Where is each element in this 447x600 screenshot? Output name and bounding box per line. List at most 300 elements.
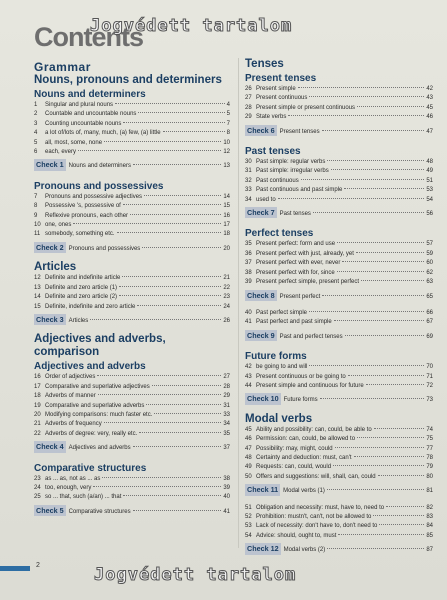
check-entry[interactable] bbox=[245, 290, 433, 302]
right-column bbox=[245, 58, 433, 563]
section-heading: Modal verbs bbox=[245, 412, 313, 425]
entry-page: 74 bbox=[426, 426, 433, 433]
entry-title: one, ones bbox=[45, 222, 72, 229]
toc-entry[interactable] bbox=[245, 445, 433, 454]
dot-leader bbox=[345, 335, 425, 336]
entry-number: 17 bbox=[34, 383, 41, 390]
group-gap bbox=[34, 519, 230, 524]
toc-entry[interactable] bbox=[245, 435, 433, 444]
toc-entry[interactable] bbox=[34, 120, 230, 129]
toc-entry[interactable] bbox=[34, 129, 230, 138]
check-entry[interactable] bbox=[245, 330, 433, 342]
entry-number: 21 bbox=[34, 421, 41, 428]
check-badge: Check 1 bbox=[36, 160, 64, 170]
dot-leader bbox=[361, 280, 424, 281]
entry-title: Definite and zero article (2) bbox=[45, 294, 118, 301]
check-badge: Check 3 bbox=[36, 314, 64, 324]
toc-entry[interactable] bbox=[34, 373, 230, 382]
check-page: 41 bbox=[223, 508, 230, 515]
entry-title: Adverbs of frequency bbox=[45, 421, 102, 428]
entry-page: 72 bbox=[426, 382, 433, 389]
toc-entry[interactable] bbox=[245, 463, 433, 472]
toc-entry[interactable] bbox=[34, 411, 230, 420]
dot-leader bbox=[301, 179, 425, 180]
watermark-top: Jogvédett tartalom bbox=[90, 16, 293, 36]
entry-title: Modifying comparisons: much faster etc. bbox=[45, 411, 153, 418]
entry-title: as ... as, not as ... as bbox=[45, 475, 101, 482]
dot-leader bbox=[117, 232, 222, 233]
entry-title: Possessive 's, possessive of bbox=[45, 203, 121, 210]
entry-title: Possibility: may, might, could bbox=[256, 445, 333, 452]
entry-page: 35 bbox=[223, 430, 230, 437]
entry-page: 71 bbox=[426, 373, 433, 380]
check-page: 37 bbox=[223, 445, 230, 452]
dot-leader bbox=[119, 295, 221, 296]
entry-number: 39 bbox=[245, 279, 252, 286]
entry-title: too, enough, very bbox=[45, 484, 92, 491]
toc-entry[interactable] bbox=[245, 318, 433, 327]
entry-page: 45 bbox=[426, 104, 433, 111]
toc-entry[interactable] bbox=[245, 250, 433, 259]
entry-title: Definite and indefinite article bbox=[45, 275, 121, 282]
check-entry[interactable] bbox=[34, 159, 230, 171]
toc-entry[interactable] bbox=[34, 148, 230, 157]
dot-leader bbox=[97, 375, 221, 376]
entry-number: 15 bbox=[34, 303, 41, 310]
check-title: Past and perfect tenses bbox=[279, 333, 343, 340]
toc-entry[interactable] bbox=[34, 430, 230, 439]
entry-title: Offers and suggestions: will, shall, can, could bbox=[256, 473, 376, 480]
entry-number: 23 bbox=[34, 475, 41, 482]
dot-leader bbox=[334, 320, 425, 321]
group-gap bbox=[245, 221, 433, 226]
dot-leader bbox=[337, 271, 425, 272]
dot-leader bbox=[322, 130, 425, 131]
check-entry[interactable] bbox=[245, 125, 433, 137]
entry-page: 79 bbox=[426, 464, 433, 471]
watermark-bottom: Jogvédett tartalom bbox=[94, 565, 297, 585]
dot-leader bbox=[93, 486, 221, 487]
entry-title: Certainty and deduction: must, can't bbox=[256, 454, 352, 461]
check-title: Future forms bbox=[283, 397, 318, 404]
subsection-heading: Comparative structures bbox=[34, 462, 147, 474]
left-contents bbox=[34, 74, 230, 524]
entry-page: 82 bbox=[426, 504, 433, 511]
group-gap bbox=[245, 139, 433, 144]
entry-title: Past continuous and past simple bbox=[256, 187, 343, 194]
toc-entry[interactable] bbox=[34, 212, 230, 221]
dot-leader bbox=[146, 404, 221, 405]
entry-number: 43 bbox=[245, 373, 252, 380]
page-number: 2 bbox=[36, 562, 40, 569]
dot-leader bbox=[104, 422, 222, 423]
toc-entry[interactable] bbox=[34, 230, 230, 239]
entry-title: Past perfect and past simple bbox=[256, 319, 332, 326]
dot-leader bbox=[342, 261, 424, 262]
check-badge: Check 6 bbox=[247, 125, 275, 135]
check-badge: Check 12 bbox=[247, 544, 279, 554]
dot-leader bbox=[320, 398, 425, 399]
toc-entry[interactable] bbox=[245, 158, 433, 167]
section-heading: Articles bbox=[34, 261, 77, 274]
toc-entry[interactable] bbox=[34, 475, 230, 484]
entry-page: 53 bbox=[426, 187, 433, 194]
check-page: 20 bbox=[223, 245, 230, 252]
entry-page: 28 bbox=[223, 383, 230, 390]
toc-entry[interactable] bbox=[245, 532, 433, 541]
entry-title: Comparative and superlative adverbs bbox=[45, 402, 145, 409]
check-page: 56 bbox=[426, 211, 433, 218]
subsection-heading: Future forms bbox=[245, 351, 307, 363]
entry-page: 39 bbox=[223, 484, 230, 491]
entry-title: Adverbs of degree: very, really etc. bbox=[45, 430, 138, 437]
dot-leader bbox=[356, 252, 424, 253]
dot-leader bbox=[138, 112, 224, 113]
dot-leader bbox=[102, 477, 221, 478]
entry-number: 13 bbox=[34, 284, 41, 291]
dot-leader bbox=[104, 141, 221, 142]
entry-title: each, every bbox=[45, 149, 77, 156]
entry-page: 27 bbox=[223, 374, 230, 381]
toc-entry[interactable] bbox=[245, 259, 433, 268]
entry-title: Present continuous bbox=[256, 95, 308, 102]
entry-page: 10 bbox=[223, 139, 230, 146]
dot-leader bbox=[386, 506, 424, 507]
entry-number: 49 bbox=[245, 464, 252, 471]
toc-entry[interactable] bbox=[245, 473, 433, 482]
entry-number: 4 bbox=[34, 130, 38, 137]
entry-number: 18 bbox=[34, 393, 41, 400]
check-page: 81 bbox=[426, 488, 433, 495]
entry-page: 15 bbox=[223, 203, 230, 210]
entry-title: Lack of necessity: don't have to, don't need to bbox=[256, 523, 378, 530]
toc-entry[interactable] bbox=[245, 94, 433, 103]
entry-page: 4 bbox=[226, 102, 230, 108]
toc-entry[interactable] bbox=[245, 104, 433, 113]
dot-leader bbox=[154, 413, 221, 414]
toc-entry[interactable] bbox=[245, 363, 433, 372]
dot-leader bbox=[115, 103, 225, 104]
subsection-heading: Perfect tenses bbox=[245, 228, 314, 240]
dot-leader bbox=[298, 87, 425, 88]
entry-title: Past continuous bbox=[256, 177, 299, 184]
check-page: 69 bbox=[426, 333, 433, 340]
entry-page: 49 bbox=[426, 168, 433, 175]
toc-entry[interactable] bbox=[34, 402, 230, 411]
dot-leader bbox=[152, 385, 222, 386]
check-page: 13 bbox=[223, 163, 230, 170]
check-badge: Check 4 bbox=[36, 442, 64, 452]
toc-entry[interactable] bbox=[245, 454, 433, 463]
entry-number: 38 bbox=[245, 269, 252, 276]
entry-number: 32 bbox=[245, 177, 252, 184]
entry-page: 75 bbox=[426, 436, 433, 443]
column-divider bbox=[238, 58, 239, 548]
entry-number: 35 bbox=[245, 241, 252, 248]
entry-title: Prohibition: mustn't, can't, not be allowed to bbox=[256, 514, 372, 520]
entry-number: 12 bbox=[34, 275, 41, 282]
toc-entry[interactable] bbox=[34, 221, 230, 230]
check-entry[interactable] bbox=[34, 314, 230, 326]
entry-number: 19 bbox=[34, 402, 41, 409]
entry-number: 14 bbox=[34, 294, 41, 301]
dot-leader bbox=[90, 319, 221, 320]
grammar-heading: Grammar bbox=[34, 60, 91, 74]
check-title: Present perfect bbox=[279, 293, 321, 300]
dot-leader bbox=[337, 242, 424, 243]
dot-leader bbox=[335, 447, 425, 448]
toc-entry[interactable] bbox=[245, 196, 433, 205]
entry-number: 29 bbox=[245, 114, 252, 121]
dot-leader bbox=[366, 384, 425, 385]
entry-number: 52 bbox=[245, 514, 252, 520]
entry-title: somebody, something etc. bbox=[45, 231, 115, 238]
entry-page: 48 bbox=[426, 159, 433, 166]
entry-page: 59 bbox=[426, 250, 433, 257]
entry-number: 28 bbox=[245, 104, 252, 111]
dot-leader bbox=[379, 524, 424, 525]
entry-page: 54 bbox=[426, 196, 433, 203]
toc-entry[interactable] bbox=[245, 426, 433, 435]
section-heading: Nouns, pronouns and determiners bbox=[34, 74, 222, 86]
entry-page: 14 bbox=[223, 193, 230, 200]
entry-number: 27 bbox=[245, 95, 252, 102]
check-badge: Check 8 bbox=[247, 290, 275, 300]
toc-entry[interactable] bbox=[34, 293, 230, 302]
dot-leader bbox=[144, 195, 221, 196]
check-entry[interactable] bbox=[34, 242, 230, 254]
dot-leader bbox=[309, 96, 424, 97]
dot-leader bbox=[122, 276, 221, 277]
check-badge: Check 7 bbox=[247, 208, 275, 218]
toc-entry[interactable] bbox=[34, 493, 230, 502]
dot-leader bbox=[137, 305, 221, 306]
entry-title: Advice: should, ought to, must bbox=[256, 532, 337, 539]
toc-entry[interactable] bbox=[34, 193, 230, 202]
entry-page: 62 bbox=[426, 269, 433, 276]
entry-page: 5 bbox=[226, 111, 230, 118]
check-title: Pronouns and possessives bbox=[68, 245, 141, 252]
check-page: 47 bbox=[426, 128, 433, 135]
check-entry[interactable] bbox=[245, 484, 433, 496]
entry-number: 46 bbox=[245, 436, 252, 443]
dot-leader bbox=[163, 131, 225, 132]
entry-number: 40 bbox=[245, 309, 252, 316]
check-badge: Check 9 bbox=[247, 330, 275, 340]
dot-leader bbox=[133, 164, 221, 165]
dot-leader bbox=[309, 311, 424, 312]
check-badge: Check 2 bbox=[36, 242, 64, 252]
toc-entry[interactable] bbox=[245, 278, 433, 287]
entry-number: 3 bbox=[34, 120, 38, 127]
check-entry[interactable] bbox=[34, 441, 230, 453]
entry-title: Order of adjectives bbox=[45, 374, 96, 381]
entry-title: Past simple: irregular verbs bbox=[256, 168, 329, 175]
entry-title: Singular and plural nouns bbox=[45, 102, 114, 108]
toc-entry[interactable] bbox=[34, 484, 230, 493]
entry-page: 16 bbox=[223, 212, 230, 219]
entry-title: Countable and uncountable nouns bbox=[45, 111, 137, 118]
entry-page: 21 bbox=[223, 275, 230, 282]
entry-number: 31 bbox=[245, 168, 252, 175]
entry-title: Adverbs of manner bbox=[45, 393, 96, 400]
check-badge: Check 11 bbox=[247, 485, 279, 495]
entry-title: Present simple or present continuous bbox=[256, 104, 356, 111]
check-title: Past tenses bbox=[279, 211, 311, 218]
entry-number: 42 bbox=[245, 364, 252, 371]
toc-entry[interactable] bbox=[245, 373, 433, 382]
entry-number: 20 bbox=[34, 411, 41, 418]
toc-entry[interactable] bbox=[245, 167, 433, 176]
entry-number: 7 bbox=[34, 193, 38, 200]
entry-number: 30 bbox=[245, 159, 252, 166]
dot-leader bbox=[278, 198, 425, 199]
dot-leader bbox=[378, 475, 425, 476]
entry-title: Past simple: regular verbs bbox=[256, 159, 326, 166]
entry-page: 46 bbox=[426, 114, 433, 121]
entry-number: 34 bbox=[245, 196, 252, 203]
check-title: Nouns and determiners bbox=[68, 163, 131, 170]
check-entry[interactable] bbox=[245, 543, 433, 555]
entry-title: a lot of/lots of, many, much, (a) few, (a) little bbox=[45, 130, 161, 137]
toc-entry[interactable] bbox=[245, 504, 433, 513]
check-title: Adjectives and adverbs bbox=[68, 445, 131, 452]
entry-title: Requests: can, could, would bbox=[256, 464, 332, 471]
toc-entry[interactable] bbox=[245, 113, 433, 122]
toc-entry[interactable] bbox=[34, 420, 230, 429]
dot-leader bbox=[327, 548, 424, 549]
entry-page: 22 bbox=[223, 284, 230, 291]
entry-page: 40 bbox=[223, 494, 230, 501]
group-gap bbox=[34, 174, 230, 179]
check-entry[interactable] bbox=[245, 207, 433, 219]
entry-title: Present simple and continuous for future bbox=[256, 382, 364, 389]
entry-number: 25 bbox=[34, 494, 41, 501]
check-entry[interactable] bbox=[34, 505, 230, 517]
check-badge: Check 10 bbox=[247, 394, 279, 404]
entry-title: Present perfect with for, since bbox=[256, 269, 335, 276]
entry-title: Pronouns and possessive adjectives bbox=[45, 193, 143, 200]
dot-leader bbox=[313, 212, 424, 213]
toc-entry[interactable] bbox=[245, 177, 433, 186]
entry-number: 50 bbox=[245, 473, 252, 480]
entry-page: 43 bbox=[426, 95, 433, 102]
dot-leader bbox=[142, 247, 221, 248]
entry-number: 47 bbox=[245, 445, 252, 452]
check-title: Present tenses bbox=[279, 128, 320, 135]
toc-entry[interactable] bbox=[34, 303, 230, 312]
check-page: 26 bbox=[223, 317, 230, 324]
toc-entry[interactable] bbox=[34, 101, 230, 110]
entry-title: Present continuous or be going to bbox=[256, 373, 346, 380]
dot-leader bbox=[123, 204, 221, 205]
dot-leader bbox=[333, 465, 424, 466]
toc-entry[interactable] bbox=[245, 269, 433, 278]
dot-leader bbox=[327, 160, 424, 161]
check-entry[interactable] bbox=[245, 393, 433, 405]
toc-entry[interactable] bbox=[34, 110, 230, 119]
entry-title: Present simple bbox=[256, 86, 296, 92]
entry-number: 5 bbox=[34, 139, 38, 146]
toc-entry[interactable] bbox=[34, 274, 230, 283]
toc-entry[interactable] bbox=[245, 186, 433, 195]
entry-number: 44 bbox=[245, 382, 252, 389]
entry-page: 60 bbox=[426, 260, 433, 267]
entry-page: 84 bbox=[426, 523, 433, 530]
toc-entry[interactable] bbox=[34, 139, 230, 148]
toc-entry[interactable] bbox=[245, 85, 433, 94]
section-heading: Adjectives and adverbs, comparison bbox=[34, 333, 166, 359]
entry-number: 1 bbox=[34, 102, 38, 108]
entry-title: Definite and zero article (1) bbox=[45, 284, 118, 291]
dot-leader bbox=[133, 446, 222, 447]
check-title: Comparative structures bbox=[68, 508, 131, 515]
subsection-heading: Pronouns and possessives bbox=[34, 180, 164, 192]
toc-entry[interactable] bbox=[245, 513, 433, 522]
entry-page: 66 bbox=[426, 309, 433, 316]
toc-entry[interactable] bbox=[34, 202, 230, 211]
entry-title: Present perfect: form and use bbox=[256, 241, 336, 248]
dot-leader bbox=[288, 115, 424, 116]
entry-title: Past perfect simple bbox=[256, 309, 308, 316]
entry-page: 67 bbox=[426, 319, 433, 326]
entry-title: used to bbox=[256, 196, 276, 203]
dot-leader bbox=[373, 515, 424, 516]
check-title: Modal verbs (1) bbox=[283, 488, 325, 495]
dot-leader bbox=[357, 106, 424, 107]
entry-title: Ability and possibility: can, could, be able to bbox=[256, 426, 372, 433]
section-heading: Tenses bbox=[245, 58, 284, 70]
check-page: 65 bbox=[426, 293, 433, 300]
dot-leader bbox=[357, 437, 424, 438]
entry-page: 29 bbox=[223, 393, 230, 400]
entry-number: 45 bbox=[245, 426, 252, 433]
page-title: Contents bbox=[34, 22, 143, 52]
entry-page: 42 bbox=[426, 86, 433, 92]
entry-title: Comparative and superlative adjectives bbox=[45, 383, 150, 390]
toc-entry[interactable] bbox=[245, 240, 433, 249]
toc-entry[interactable] bbox=[245, 382, 433, 391]
group-gap bbox=[245, 344, 433, 349]
entry-number: 51 bbox=[245, 504, 252, 511]
toc-entry[interactable] bbox=[245, 522, 433, 531]
check-page: 87 bbox=[426, 547, 433, 554]
entry-title: Present perfect with just, already, yet bbox=[256, 250, 354, 257]
entry-number: 54 bbox=[245, 532, 252, 539]
toc-entry[interactable] bbox=[34, 383, 230, 392]
dot-leader bbox=[344, 188, 424, 189]
check-badge: Check 5 bbox=[36, 505, 64, 515]
entry-number: 6 bbox=[34, 149, 38, 156]
entry-page: 85 bbox=[426, 532, 433, 539]
toc-entry[interactable] bbox=[245, 309, 433, 318]
entry-number: 2 bbox=[34, 111, 38, 118]
dot-leader bbox=[119, 286, 221, 287]
entry-title: Reflexive pronouns, each other bbox=[45, 212, 129, 219]
entry-title: Obligation and necessity: must, have to, need to bbox=[256, 504, 385, 511]
dot-leader bbox=[338, 534, 424, 535]
dot-leader bbox=[354, 456, 425, 457]
footer-bar bbox=[0, 566, 30, 571]
toc-entry[interactable] bbox=[34, 392, 230, 401]
entry-page: 8 bbox=[226, 130, 230, 137]
entry-page: 12 bbox=[223, 149, 230, 156]
toc-entry[interactable] bbox=[34, 284, 230, 293]
entry-number: 8 bbox=[34, 203, 38, 210]
dot-leader bbox=[130, 214, 221, 215]
entry-page: 34 bbox=[223, 421, 230, 428]
entry-number: 48 bbox=[245, 454, 252, 461]
